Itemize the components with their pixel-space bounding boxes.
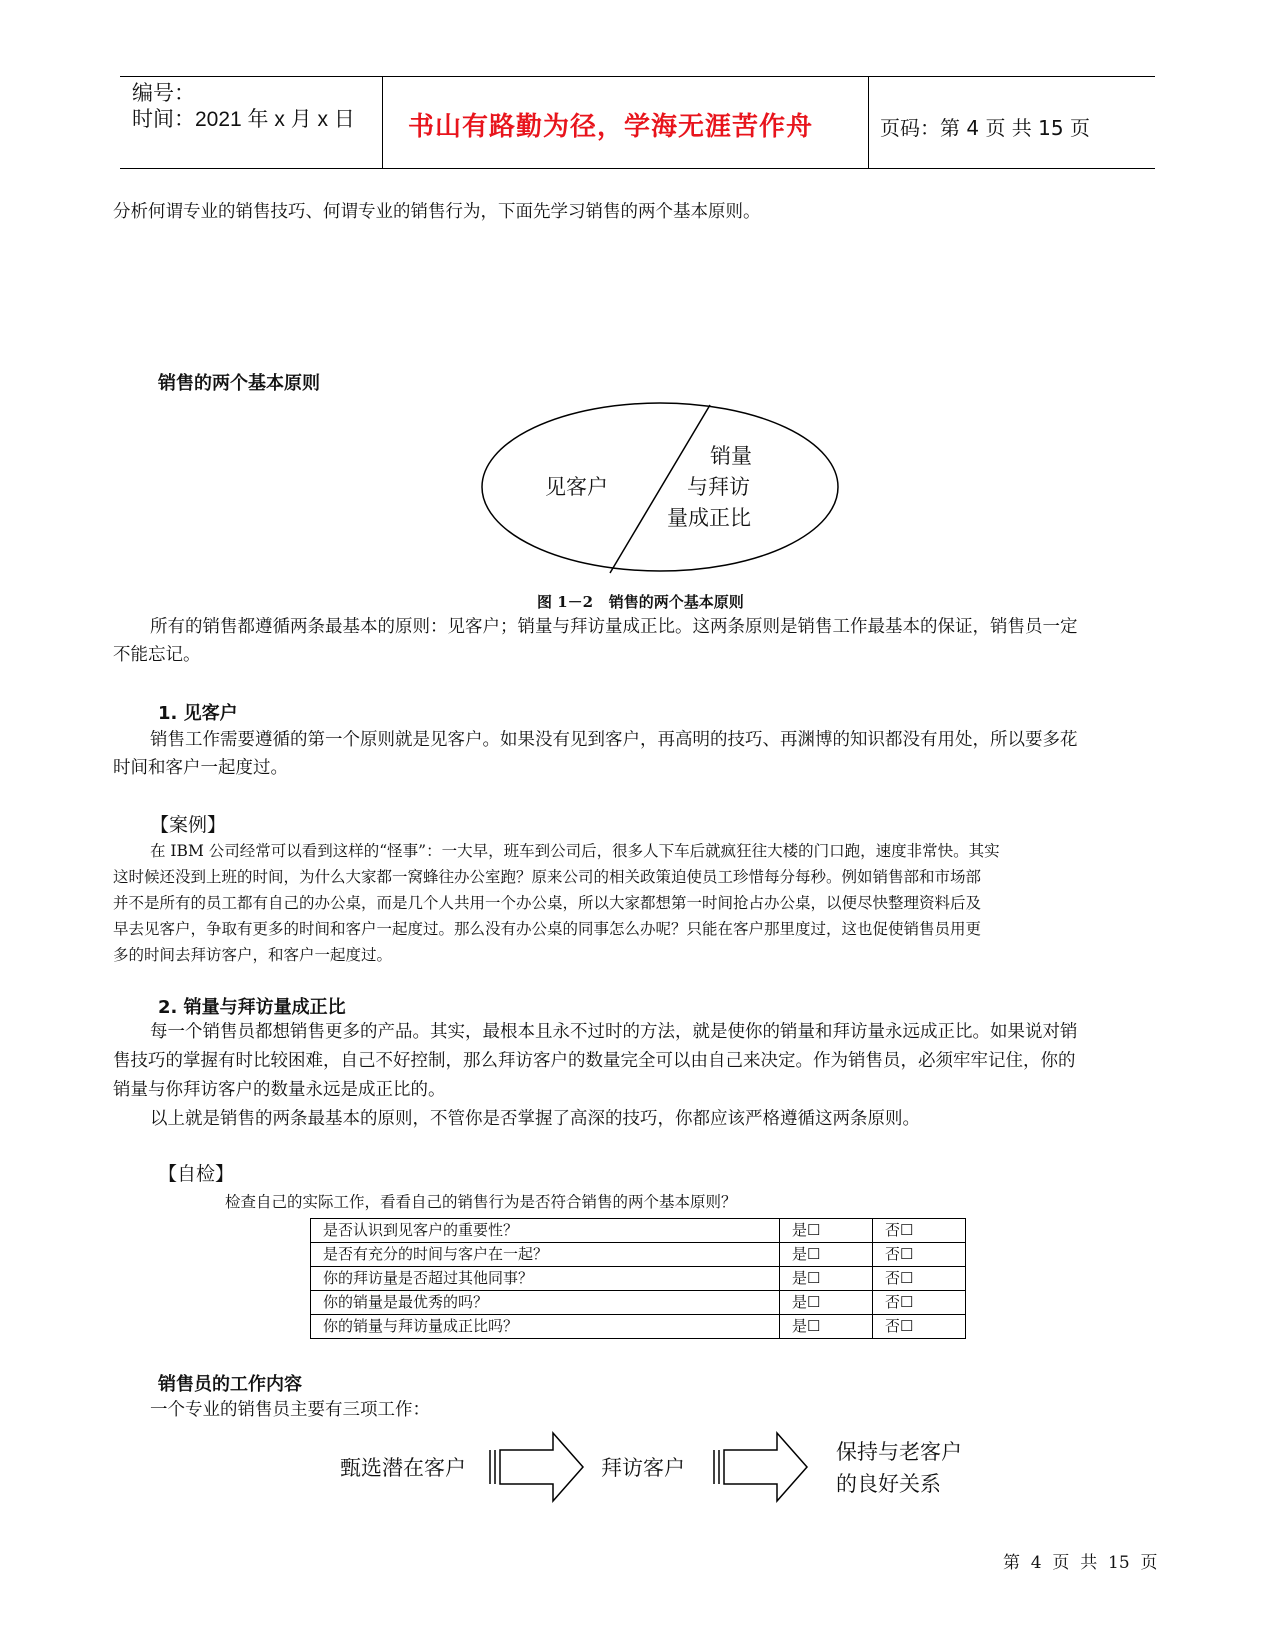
- flow-step-1: 甄选潜在客户: [340, 1456, 466, 1480]
- page-footer: 第 4 页 共 15 页: [1003, 1553, 1158, 1573]
- header-number-label: 编号：: [132, 82, 195, 105]
- table-row: [311, 1291, 966, 1315]
- case-line-3: 并不是所有的员工都有自己的办公桌，而是几个人共用一个办公桌，所以大家都想第一时间抢占办公桌，以便尽快整理资料后及: [113, 894, 982, 912]
- selfcheck-title: 【自检】: [158, 1163, 235, 1185]
- section-title-work-content: 销售员的工作内容: [158, 1374, 302, 1395]
- diagram-right-label-3: 量成正比: [667, 506, 751, 530]
- header-bottom-rule: [120, 168, 1155, 169]
- intro-paragraph: 分析何谓专业的销售技巧、何谓专业的销售行为，下面先学习销售的两个基本原则。: [113, 202, 761, 222]
- flow-arrow-1: [488, 1430, 588, 1504]
- case-line-2: 这时候还没到上班的时间，为什么大家都一窝蜂往办公室跑？原来公司的相关政策迫使员工珍惜每分每秒。例如销售部和市场部: [113, 868, 982, 886]
- sub1-title: 1. 见客户: [158, 703, 238, 724]
- diagram-ellipse: [482, 403, 838, 571]
- case-line-4: 早去见客户，争取有更多的时间和客户一起度过。那么没有办公桌的同事怎么办呢？只能在客户那里度过，这也促使销售员用更: [113, 920, 982, 938]
- case-line-1: 在 IBM 公司经常可以看到这样的“怪事”：一大早，班车到公司后，很多人下车后就疯狂往大楼的门口跑，速度非常快。其实: [150, 842, 1000, 860]
- table-row: [311, 1219, 966, 1243]
- diagram-caption: 图 1－2 销售的两个基本原则: [537, 593, 744, 611]
- no-checkbox[interactable]: 否☐: [873, 1267, 966, 1291]
- header-motto: 书山有路勤为径，学海无涯苦作舟: [408, 112, 814, 142]
- flow-step-3-line-2: 的良好关系: [836, 1472, 941, 1496]
- sub1-line1: 销售工作需要遵循的第一个原则就是见客户。如果没有见到客户，再高明的技巧、再渊博的知识都没有用处，所以要多花: [150, 730, 1078, 750]
- diagram-right-label-2: 与拜访: [687, 475, 750, 499]
- header-page-label: 页码：第 4 页 共 15 页: [880, 116, 1090, 140]
- flow-step-2: 拜访客户: [601, 1456, 685, 1480]
- question-cell: 你的销量与拜访量成正比吗？: [311, 1315, 780, 1339]
- no-checkbox[interactable]: 否☐: [873, 1219, 966, 1243]
- flow-step-3-line-1: 保持与老客户: [836, 1440, 962, 1464]
- header-divider-1: [382, 76, 383, 168]
- yes-checkbox[interactable]: 是☐: [780, 1315, 873, 1339]
- sub1-line2: 时间和客户一起度过。: [113, 758, 288, 778]
- diagram-left-label: 见客户: [545, 475, 608, 499]
- sub2-line-2: 售技巧的掌握有时比较困难，自己不好控制，那么拜访客户的数量完全可以由自己来决定。作为销售员，必须牢牢记住，你的: [113, 1051, 1076, 1071]
- selfcheck-intro: 检查自己的实际工作，看看自己的销售行为是否符合销售的两个基本原则？: [225, 1193, 737, 1211]
- yes-checkbox[interactable]: 是☐: [780, 1267, 873, 1291]
- table-row: [311, 1243, 966, 1267]
- header-top-rule: [120, 76, 1155, 77]
- selfcheck-table: [310, 1218, 966, 1339]
- no-checkbox[interactable]: 否☐: [873, 1291, 966, 1315]
- header-time-label: 时间：2021 年 x 月 x 日: [132, 108, 355, 131]
- case-line-5: 多的时间去拜访客户，和客户一起度过。: [113, 946, 393, 964]
- yes-checkbox[interactable]: 是☐: [780, 1219, 873, 1243]
- para1-line2: 不能忘记。: [113, 645, 201, 665]
- section-title-principles: 销售的两个基本原则: [158, 373, 320, 394]
- diagram-right-label-1: 销量: [710, 444, 752, 468]
- question-cell: 是否有充分的时间与客户在一起？: [311, 1243, 780, 1267]
- question-cell: 你的拜访量是否超过其他同事？: [311, 1267, 780, 1291]
- para1-line1: 所有的销售都遵循两条最基本的原则：见客户；销量与拜访量成正比。这两条原则是销售工作最基本的保证，销售员一定: [150, 617, 1078, 637]
- question-cell: 你的销量是最优秀的吗？: [311, 1291, 780, 1315]
- sub2-line-3: 销量与你拜访客户的数量永远是成正比的。: [113, 1080, 446, 1100]
- yes-checkbox[interactable]: 是☐: [780, 1243, 873, 1267]
- flow-arrow-2: [712, 1430, 812, 1504]
- no-checkbox[interactable]: 否☐: [873, 1315, 966, 1339]
- table-row: [311, 1267, 966, 1291]
- yes-checkbox[interactable]: 是☐: [780, 1291, 873, 1315]
- question-cell: 是否认识到见客户的重要性？: [311, 1219, 780, 1243]
- summary-line: 以上就是销售的两条最基本的原则，不管你是否掌握了高深的技巧，你都应该严格遵循这两条原则。: [150, 1109, 920, 1129]
- principles-diagram: [470, 397, 850, 585]
- sub2-title: 2. 销量与拜访量成正比: [158, 997, 346, 1018]
- header-divider-2: [868, 76, 869, 168]
- section2-intro: 一个专业的销售员主要有三项工作：: [150, 1400, 430, 1420]
- case-title: 【案例】: [150, 814, 227, 836]
- sub2-line-1: 每一个销售员都想销售更多的产品。其实，最根本且永不过时的方法，就是使你的销量和拜访量永远成正比。如果说对销: [150, 1022, 1078, 1042]
- table-row: [311, 1315, 966, 1339]
- no-checkbox[interactable]: 否☐: [873, 1243, 966, 1267]
